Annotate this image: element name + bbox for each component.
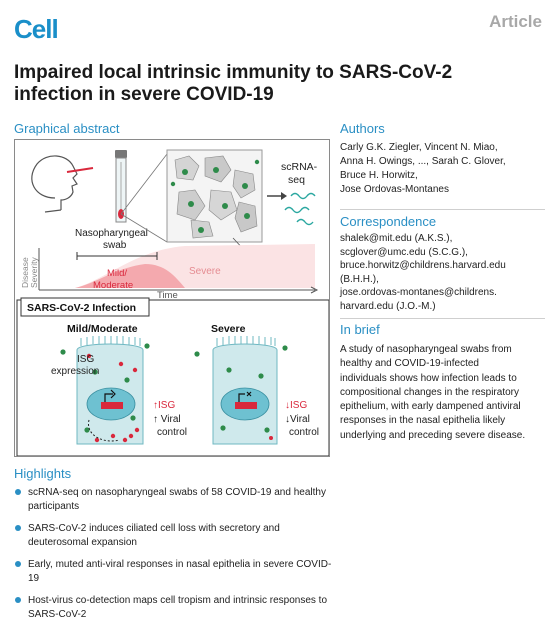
infection-box-title: SARS-CoV-2 Infection <box>27 302 137 314</box>
divider <box>340 209 545 210</box>
highlights-list <box>14 486 334 630</box>
swab-label-line2: swab <box>103 240 127 251</box>
author-line: Jose Ordovas-Montanes <box>340 184 449 195</box>
graphical-abstract <box>14 139 330 457</box>
bullet-icon <box>15 597 21 603</box>
moderate-label: Moderate <box>93 280 134 291</box>
severe-curve-label: Severe <box>189 266 221 277</box>
article-type-label: Article <box>489 12 542 31</box>
correspondence-email[interactable]: jose.ordovas-montanes@childrens. <box>340 287 497 298</box>
in-brief-line: responses in the nasal epithelia likely <box>340 415 506 427</box>
correspondence-initials: (B.H.H.), <box>340 273 379 285</box>
article-title: Impaired local intrinsic immunity to SARS-CoV-2 infection in severe COVID-19 <box>14 62 453 105</box>
highlight-text: Host-virus co-detection maps cell tropism and intrinsic responses to SARS-CoV-2 <box>28 595 328 620</box>
mild-epithelial-cell <box>60 336 149 444</box>
highlight-item <box>14 594 334 621</box>
viral-up-label: ↑ Viral <box>153 414 181 425</box>
authors-list <box>340 141 545 197</box>
graphical-abstract-figure <box>15 140 330 457</box>
scrna-label: scRNA- <box>281 161 318 173</box>
highlight-text: scRNA-seq on nasopharyngeal swabs of 58 COVID-19 and healthy participants <box>28 487 326 512</box>
swab-in-nose <box>67 168 93 172</box>
bullet-icon <box>15 525 21 531</box>
control-right-label: control <box>289 427 320 438</box>
bullet-icon <box>15 489 21 495</box>
seq-label: seq <box>288 174 305 186</box>
highlight-text: SARS-CoV-2 induces ciliated cell loss with secretory and deuterosomal expansion <box>28 523 280 548</box>
highlight-item <box>14 558 334 585</box>
journal-logo: Cell <box>14 14 58 44</box>
authors-heading: Authors <box>340 121 385 136</box>
mild-moderate-heading: Mild/Moderate <box>67 323 138 335</box>
cell-suspension-panel <box>167 150 262 242</box>
graphical-abstract-heading: Graphical abstract <box>14 121 120 136</box>
x-axis-label-time: Time <box>157 290 178 301</box>
highlight-item <box>14 486 334 513</box>
highlight-item <box>14 522 334 549</box>
author-line: Carly G.K. Ziegler, Vincent N. Miao, <box>340 142 498 153</box>
severe-heading: Severe <box>211 323 246 335</box>
expression-label: expression <box>51 366 100 377</box>
highlight-text: Early, muted anti-viral responses in nasal epithelia in severe COVID-19 <box>28 559 332 584</box>
severe-epithelial-cell <box>194 336 287 444</box>
patient-head-illustration <box>32 156 77 212</box>
in-brief-line: A study of nasopharyngeal swabs from <box>340 344 512 355</box>
severity-over-time-plot <box>39 244 317 293</box>
in-brief-heading: In brief <box>340 322 380 337</box>
correspondence-email[interactable]: shalek@mit.edu (A.K.S.), <box>340 233 453 244</box>
correspondence-email[interactable]: bruce.horwitz@childrens.harvard.edu <box>340 260 506 271</box>
y-axis-label-severity: Severity <box>29 257 39 288</box>
isg-label: ISG <box>77 354 95 365</box>
swab-label-line1: Nasopharyngeal <box>75 228 148 239</box>
correspondence-email[interactable]: harvard.edu (J.O.-M.) <box>340 300 436 312</box>
in-brief-line: healthy and COVID-19-infected <box>340 358 479 370</box>
mild-label: Mild/ <box>107 268 128 279</box>
y-axis-label-disease: Disease <box>20 257 30 288</box>
in-brief-line: epithelium, with early dampened antiviral <box>340 401 521 413</box>
in-brief-line: underlying and preceding severe disease. <box>340 429 526 441</box>
in-brief-text <box>340 343 545 443</box>
swab-tube <box>115 150 127 222</box>
correspondence-heading: Correspondence <box>340 214 437 229</box>
isg-down-label: ↓ISG <box>285 400 308 411</box>
author-line: Anna H. Owings, ..., Sarah C. Glover, <box>340 156 506 167</box>
in-brief-line: individuals shows how infection leads to <box>340 372 517 384</box>
in-brief-line: compositional changes in the respiratory <box>340 386 519 398</box>
rna-squiggles <box>285 194 315 225</box>
divider <box>340 318 545 319</box>
control-left-label: control <box>157 427 188 438</box>
highlights-heading: Highlights <box>14 466 72 481</box>
isg-up-label: ↑ISG <box>153 400 176 411</box>
bullet-icon <box>15 561 21 567</box>
correspondence-email[interactable]: scglover@umc.edu (S.C.G.), <box>340 246 468 258</box>
author-line: Bruce H. Horwitz, <box>340 170 418 181</box>
viral-down-label: ↓Viral <box>285 414 310 425</box>
correspondence-list <box>340 232 545 313</box>
